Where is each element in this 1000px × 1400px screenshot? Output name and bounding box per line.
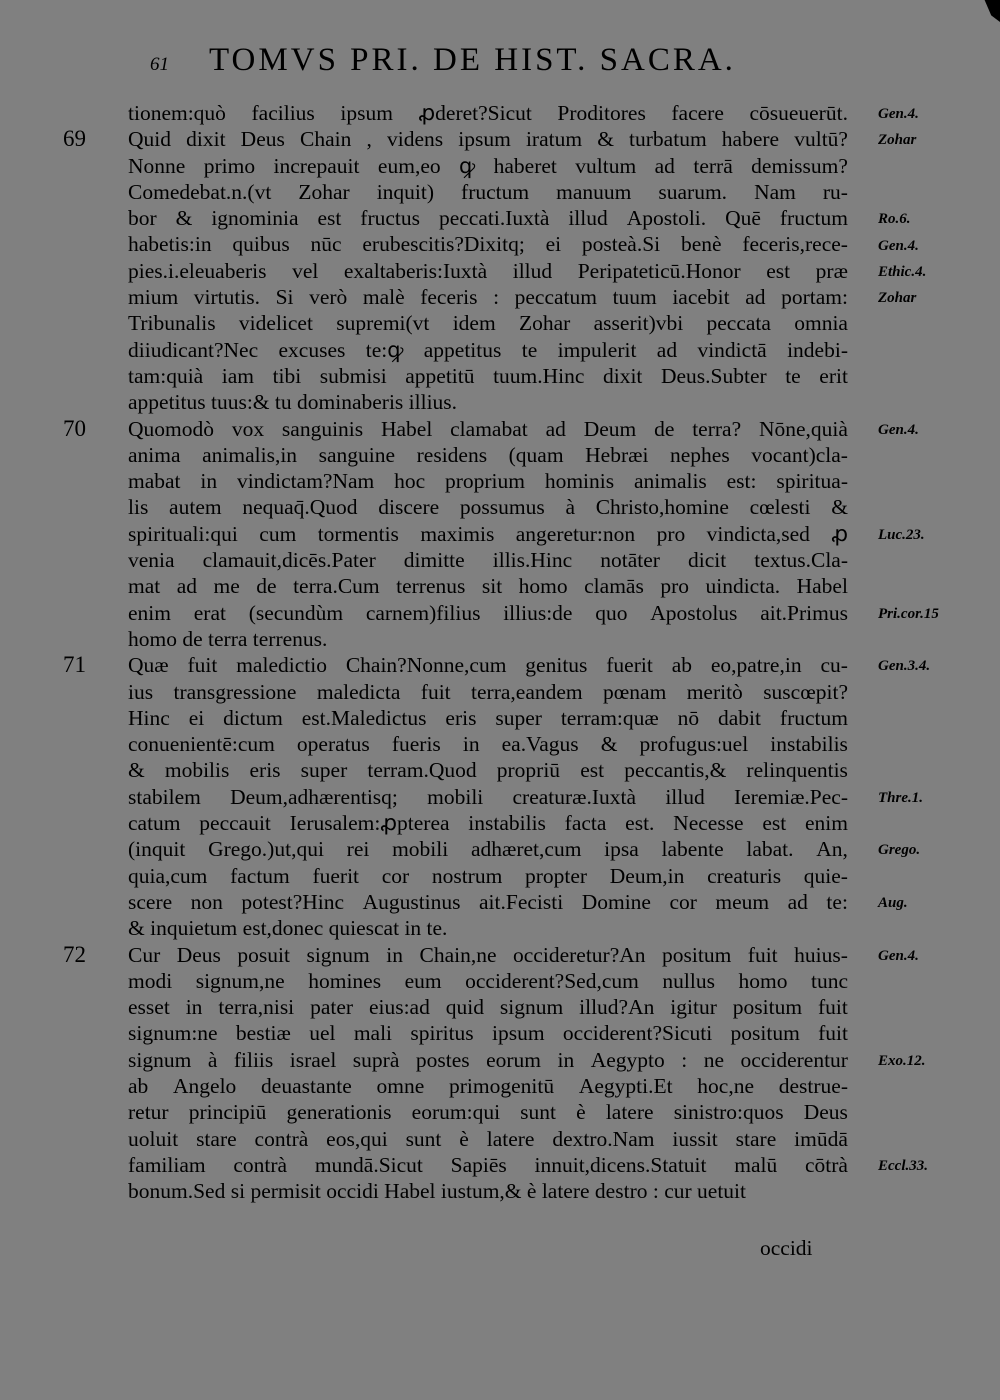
line-text: venia clamauit,dicēs.Pater dimitte illis.Hinc notāter dicit textus.Cla- — [128, 548, 848, 573]
text-line — [128, 626, 848, 652]
text-line — [128, 153, 848, 179]
line-text: scere non potest?Hinc Augustinus ait.Fecisti Domine cor meum ad te: — [128, 889, 848, 914]
line-text: tam:quià iam tibi submisi appetitū tuum.Hinc dixit Deus.Subter te erit — [128, 363, 848, 388]
line-text: Nonne primo increpauit eum,eo ꝙ haberet vultum ad terrā demissum? — [128, 153, 848, 178]
line-text: quia,cum factum fuerit cor nostrum propter Deum,in creaturis quie- — [128, 863, 848, 888]
running-title: TOMVS PRI. DE HIST. SACRA. — [209, 42, 736, 78]
line-text: pies.i.eleuaberis vel exaltaberis:Iuxtà illud Peripateticū.Honor est præ — [128, 258, 848, 283]
text-line — [128, 389, 848, 415]
line-text: bonum.Sed si permisit occidi Habel iustum,& è latere destro : cur uetuit — [128, 1179, 746, 1204]
catchword: occidi — [760, 1236, 813, 1260]
text-line — [128, 1073, 848, 1099]
text-line — [128, 784, 848, 810]
line-text: appetitus tuus:& tu dominaberis illius. — [128, 390, 458, 415]
text-line — [128, 231, 848, 257]
margin-citation: Aug. — [878, 895, 908, 911]
text-line — [128, 468, 848, 494]
line-text: Quomodò vox sanguinis Habel clamabat ad Deum de terra? Nōne,quià — [128, 416, 848, 441]
margin-citation: Luc.23. — [878, 526, 925, 543]
line-text: signum à filiis israel suprà postes eorum in Aegypto : ne occiderentur — [128, 1047, 848, 1072]
line-text: Quæ fuit maledictio Chain?Nonne,cum genitus fuerit ab eo,patre,in cu- — [128, 653, 848, 678]
line-text: esset in terra,nisi pater eius:ad quid signum illud?An igitur positum fuit — [128, 995, 848, 1020]
line-text: enim erat (secundùm carnem)filius illius:de quo Apostolus ait.Primus — [128, 600, 848, 625]
text-line — [128, 889, 848, 915]
text-line — [128, 1126, 848, 1152]
text-line — [128, 915, 848, 941]
line-text: modi signum,ne homines eum occiderent?Sed,cum nullus homo tunc — [128, 968, 848, 993]
text-line — [128, 810, 848, 836]
text-line — [128, 284, 848, 310]
text-line — [128, 1178, 848, 1204]
line-text: tionem:quò facilius ipsum ꝓderet?Sicut Proditores facere cōsueuerūt. — [128, 101, 848, 125]
text-line — [128, 600, 848, 626]
text-line — [128, 836, 848, 862]
question-number: 72 — [63, 941, 86, 967]
question-number: 71 — [63, 652, 86, 678]
text-line — [128, 363, 848, 389]
text-line — [128, 757, 848, 783]
text-line — [128, 731, 848, 757]
text-line — [128, 416, 848, 442]
margin-citation: Ro.6. — [878, 211, 911, 228]
line-text: Quid dixit Deus Chain , videns ipsum iratum & turbatum habere vultū? — [128, 127, 848, 152]
text-line — [128, 126, 848, 152]
text-line — [128, 1020, 848, 1046]
text-line — [128, 179, 848, 205]
line-text: & inquietum est,donec quiescat in te. — [128, 916, 448, 941]
margin-citation: Gen.4. — [878, 421, 919, 438]
margin-citation: Thre.1. — [878, 789, 923, 806]
margin-citation: Zohar — [878, 132, 917, 149]
text-line — [128, 337, 848, 363]
line-text: stabilem Deum,adhærentisq; mobili creaturæ.Iuxtà illud Ieremiæ.Pec- — [128, 784, 848, 809]
line-text: conuenientē:cum operatus fueris in ea.Vagus & profugus:uel instabilis — [128, 732, 848, 757]
margin-citation: Grego. — [878, 842, 921, 859]
margin-citation: Gen.4. — [878, 237, 919, 254]
margin-citation: Gen.4. — [878, 106, 919, 122]
text-line — [128, 863, 848, 889]
text-line — [128, 100, 848, 126]
line-text: habetis:in quibus nūc erubescitis?Dixitq; ei posteà.Si benè feceris,rece- — [128, 232, 848, 257]
text-line — [128, 494, 848, 520]
line-text: Cur Deus posuit signum in Chain,ne occideretur?An positum fuit huius- — [128, 942, 848, 967]
text-line — [128, 705, 848, 731]
line-text: anima animalis,in sanguine residens (quam Hebræi nephes vocant)cla- — [128, 442, 848, 467]
margin-citation: Gen.3.4. — [878, 658, 931, 675]
line-text: catum peccauit Ierusalem:ꝓpterea instabilis facta est. Necesse est enim — [128, 811, 848, 836]
body-text — [63, 100, 848, 1204]
text-line — [128, 573, 848, 599]
text-line — [128, 652, 848, 678]
line-text: (inquit Grego.)ut,qui rei mobili adhæret,cum ipsa labente labat. An, — [128, 837, 848, 862]
text-line — [128, 1152, 848, 1178]
text-line — [128, 679, 848, 705]
line-text: uoluit stare contrà eos,qui sunt è latere dextro.Nam iussit stare imūdā — [128, 1126, 848, 1151]
text-line — [128, 1099, 848, 1125]
line-text: Comedebat.n.(vt Zohar inquit) fructum manuum suarum. Nam ru- — [128, 179, 848, 204]
line-text: lis autem nequaq̄.Quod discere possumus à Christo,homine cœlesti & — [128, 495, 848, 520]
line-text: mat ad me de terra.Cum terrenus sit homo clamās pro uindicta. Habel — [128, 574, 848, 599]
line-text: diiudicant?Nec excuses te:ꝙ appetitus te impulerit ad vindictā indebi- — [128, 337, 848, 362]
text-line — [128, 547, 848, 573]
margin-citation: Zohar — [878, 290, 917, 307]
text-line — [128, 310, 848, 336]
page-header — [150, 42, 736, 82]
line-text: ius transgressione maledicta fuit terra,eandem pœnam meritò suscœpit? — [128, 679, 848, 704]
line-text: ab Angelo deuastante omne primogenitū Aegypti.Et hoc,ne destrue- — [128, 1073, 848, 1098]
folio-number: 61 — [150, 54, 169, 75]
line-text: retur principiū generationis eorum:qui sunt è latere sinistro:quos Deus — [128, 1100, 848, 1125]
line-text: & mobilis eris super terram.Quod propriū est peccantis,& relinquentis — [128, 758, 848, 783]
page-corner-mark — [978, 0, 1000, 22]
margin-citation: Gen.4. — [878, 947, 919, 964]
margin-citation: Eccl.33. — [878, 1158, 928, 1174]
margin-citation: Exo.12. — [878, 1052, 926, 1069]
text-line — [128, 1047, 848, 1073]
margin-citation: Ethic.4. — [878, 263, 927, 280]
line-text: spirituali:qui cum tormentis maximis angeretur:non pro vindicta,sed ꝓ — [128, 521, 848, 546]
margin-citation: Pri.cor.15 — [878, 605, 939, 622]
line-text: bor & ignominia est fructus peccati.Iuxtà illud Apostoli. Quē fructum — [128, 206, 848, 231]
text-line — [128, 994, 848, 1020]
text-line — [128, 258, 848, 284]
text-line — [128, 521, 848, 547]
text-line — [128, 968, 848, 994]
line-text: homo de terra terrenus. — [128, 626, 328, 651]
text-line — [128, 442, 848, 468]
line-text: mium virtutis. Si verò malè feceris : peccatum tuum iacebit ad portam: — [128, 285, 848, 310]
line-text: signum:ne bestiæ uel mali spiritus ipsum occiderent?Sicuti positum fuit — [128, 1021, 848, 1046]
line-text: mabat in vindictam?Nam hoc proprium hominis animalis est: spiritua- — [128, 469, 848, 494]
question-number: 69 — [63, 126, 86, 152]
question-number: 70 — [63, 415, 86, 441]
line-text: Tribunalis videlicet supremi(vt idem Zohar asserit)vbi peccata omnia — [128, 311, 848, 336]
text-line — [128, 205, 848, 231]
line-text: Hinc ei dictum est.Maledictus eris super terram:quæ nō dabit fructum — [128, 705, 848, 730]
text-line — [128, 942, 848, 968]
line-text: familiam contrà mundā.Sicut Sapiēs innuit,dicens.Statuit malū cōtrà — [128, 1152, 848, 1177]
